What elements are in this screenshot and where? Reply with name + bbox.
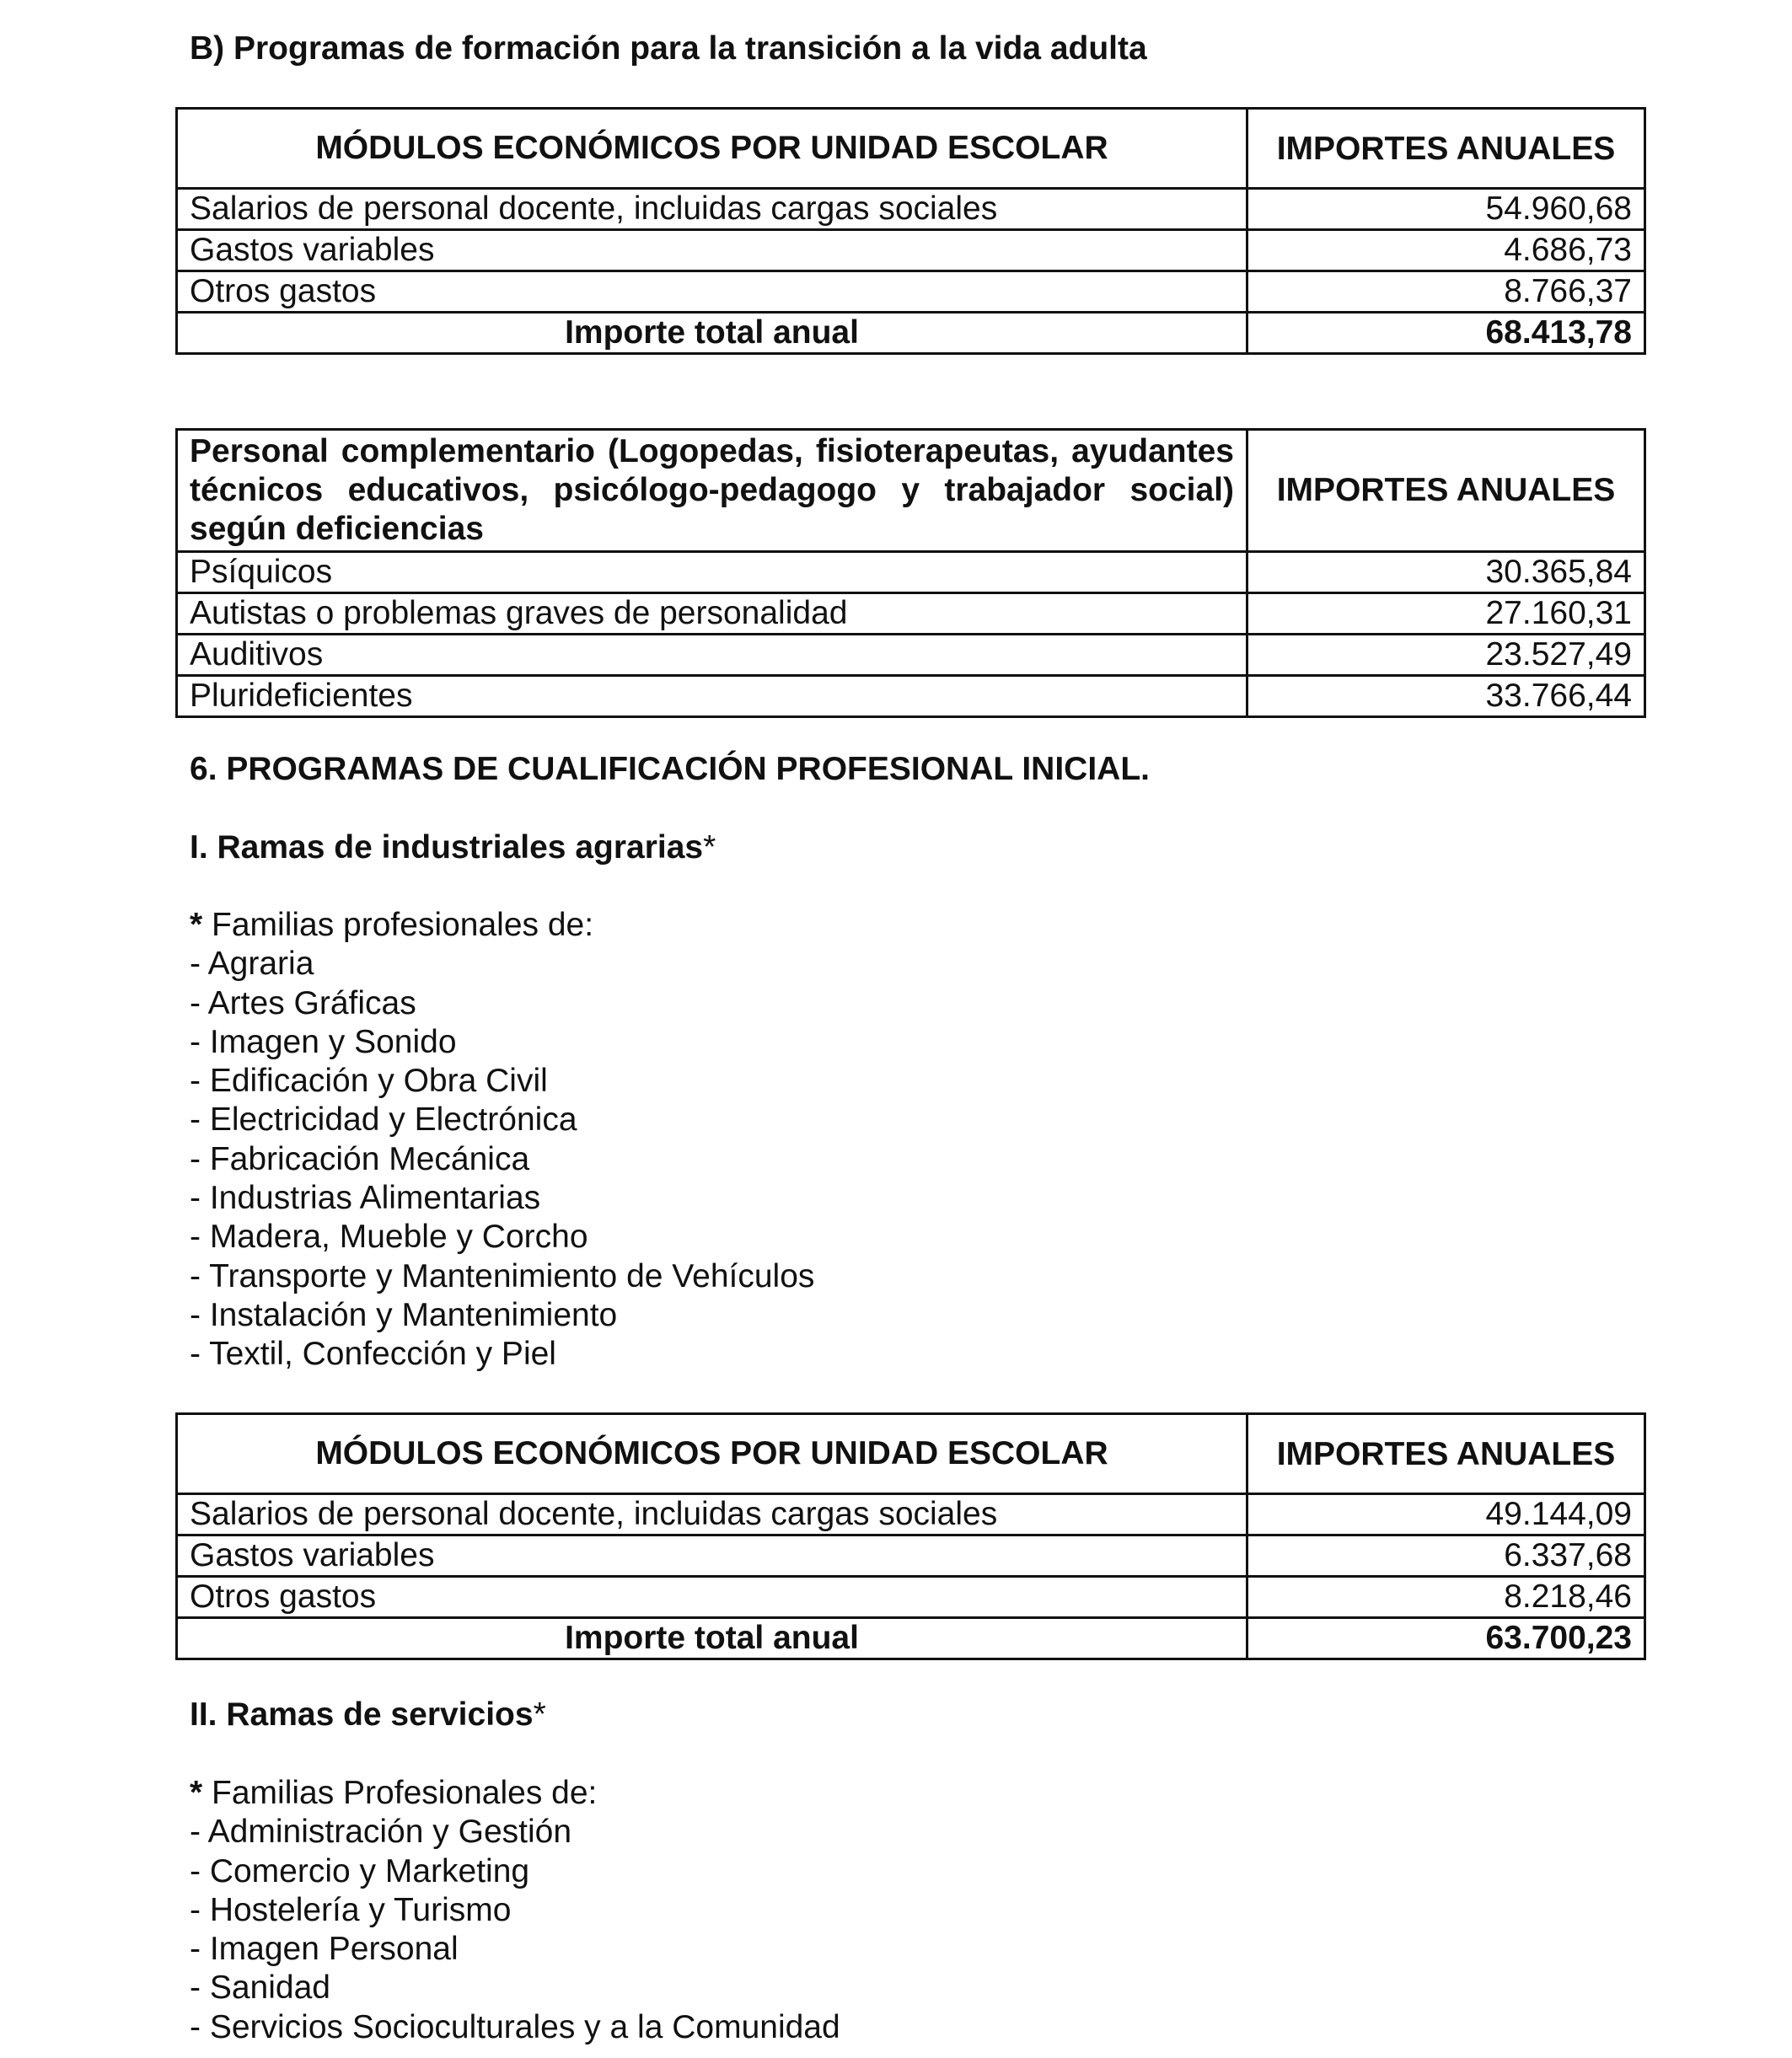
table-row xyxy=(177,593,1645,635)
modulos-table-transicion xyxy=(175,107,1646,355)
row-label: Psíquicos xyxy=(177,552,1247,593)
row-label: Autistas o problemas graves de personalidad xyxy=(177,593,1247,635)
table-header-row xyxy=(177,109,1645,189)
total-label: Importe total anual xyxy=(177,313,1247,354)
list-item: - Imagen Personal xyxy=(190,1931,459,1968)
table-row xyxy=(177,271,1645,313)
row-value: 8.766,37 xyxy=(1247,271,1645,313)
table-row xyxy=(177,189,1645,230)
row-value: 30.365,84 xyxy=(1247,552,1645,593)
row-value: 6.337,68 xyxy=(1247,1535,1645,1577)
total-value: 68.413,78 xyxy=(1247,313,1645,354)
list-item: - Imagen y Sonido xyxy=(190,1023,457,1060)
row-label: Gastos variables xyxy=(177,230,1247,271)
row-value: 27.160,31 xyxy=(1247,593,1645,635)
row-label: Salarios de personal docente, incluidas cargas sociales xyxy=(177,1494,1247,1535)
rama-industriales-heading xyxy=(190,828,716,867)
rama-heading-text: II. Ramas de servicios xyxy=(190,1696,534,1733)
section-6-heading: 6. PROGRAMAS DE CUALIFICACIÓN PROFESIONAL INICIAL. xyxy=(190,751,1150,787)
table-row xyxy=(177,676,1645,717)
total-row xyxy=(177,1618,1645,1659)
list-item: - Industrias Alimentarias xyxy=(190,1180,541,1217)
row-label: Plurideficientes xyxy=(177,676,1247,717)
asterisk-mark: * xyxy=(703,829,716,866)
list-item: - Agraria xyxy=(190,946,314,983)
list-item: - Textil, Confección y Piel xyxy=(190,1336,556,1373)
rama-heading-text: I. Ramas de industriales agrarias xyxy=(190,829,704,866)
row-label: Auditivos xyxy=(177,635,1247,676)
table-row xyxy=(177,1577,1645,1618)
row-value: 33.766,44 xyxy=(1247,676,1645,717)
row-value: 23.527,49 xyxy=(1247,635,1645,676)
list-intro-text: Familias Profesionales de: xyxy=(202,1775,598,1811)
list-intro xyxy=(190,906,814,945)
list-item: - Hostelería y Turismo xyxy=(190,1891,512,1928)
row-label: Otros gastos xyxy=(177,1577,1247,1618)
rama-servicios-heading xyxy=(190,1696,546,1734)
modulos-table-industriales xyxy=(175,1412,1646,1660)
table-header-row xyxy=(177,430,1645,552)
table-header-row xyxy=(177,1414,1645,1494)
list-item: - Madera, Mueble y Corcho xyxy=(190,1219,588,1256)
header-importes: IMPORTES ANUALES xyxy=(1247,430,1645,552)
table-row xyxy=(177,230,1645,271)
row-label: Gastos variables xyxy=(177,1535,1247,1577)
section-b-heading: B) Programas de formación para la transición a la vida adulta xyxy=(190,30,1147,67)
list-item: - Comercio y Marketing xyxy=(190,1852,530,1889)
list-item: - Servicios Socioculturales y a la Comunidad xyxy=(190,2008,840,2045)
row-label: Salarios de personal docente, incluidas cargas sociales xyxy=(177,189,1247,230)
list-intro xyxy=(190,1774,840,1813)
total-label: Importe total anual xyxy=(177,1618,1247,1659)
list-item: - Fabricación Mecánica xyxy=(190,1140,530,1177)
header-modulos: MÓDULOS ECONÓMICOS POR UNIDAD ESCOLAR xyxy=(177,109,1247,189)
list-intro-text: Familias profesionales de: xyxy=(202,907,594,943)
asterisk-mark: * xyxy=(190,907,203,943)
list-item: - Electricidad y Electrónica xyxy=(190,1101,577,1139)
total-row xyxy=(177,313,1645,354)
row-value: 8.218,46 xyxy=(1247,1577,1645,1618)
personal-complementario-table xyxy=(175,428,1646,718)
list-item: - Edificación y Obra Civil xyxy=(190,1063,548,1100)
list-item: - Instalación y Mantenimiento xyxy=(190,1296,618,1333)
header-personal-complementario: Personal complementario (Logopedas, fisioterapeutas, ayudantes técnicos educativos, psicólogo-pedagogo y trabajador social) según deficiencias xyxy=(177,430,1247,552)
table-row xyxy=(177,1494,1645,1535)
familias-industriales-list xyxy=(190,906,814,1375)
row-value: 4.686,73 xyxy=(1247,230,1645,271)
list-item: - Artes Gráficas xyxy=(190,984,416,1021)
header-importes: IMPORTES ANUALES xyxy=(1247,109,1645,189)
familias-servicios-list xyxy=(190,1774,840,2047)
table-row xyxy=(177,1535,1645,1577)
row-label: Otros gastos xyxy=(177,271,1247,313)
total-value: 63.700,23 xyxy=(1247,1618,1645,1659)
list-item: - Sanidad xyxy=(190,1970,330,2007)
row-value: 49.144,09 xyxy=(1247,1494,1645,1535)
row-value: 54.960,68 xyxy=(1247,189,1645,230)
list-item: - Transporte y Mantenimiento de Vehículos xyxy=(190,1257,815,1294)
header-modulos: MÓDULOS ECONÓMICOS POR UNIDAD ESCOLAR xyxy=(177,1414,1247,1494)
asterisk-mark: * xyxy=(533,1696,546,1733)
table-row xyxy=(177,552,1645,593)
header-importes: IMPORTES ANUALES xyxy=(1247,1414,1645,1494)
list-item: - Administración y Gestión xyxy=(190,1814,572,1851)
asterisk-mark: * xyxy=(190,1775,203,1811)
table-row xyxy=(177,635,1645,676)
